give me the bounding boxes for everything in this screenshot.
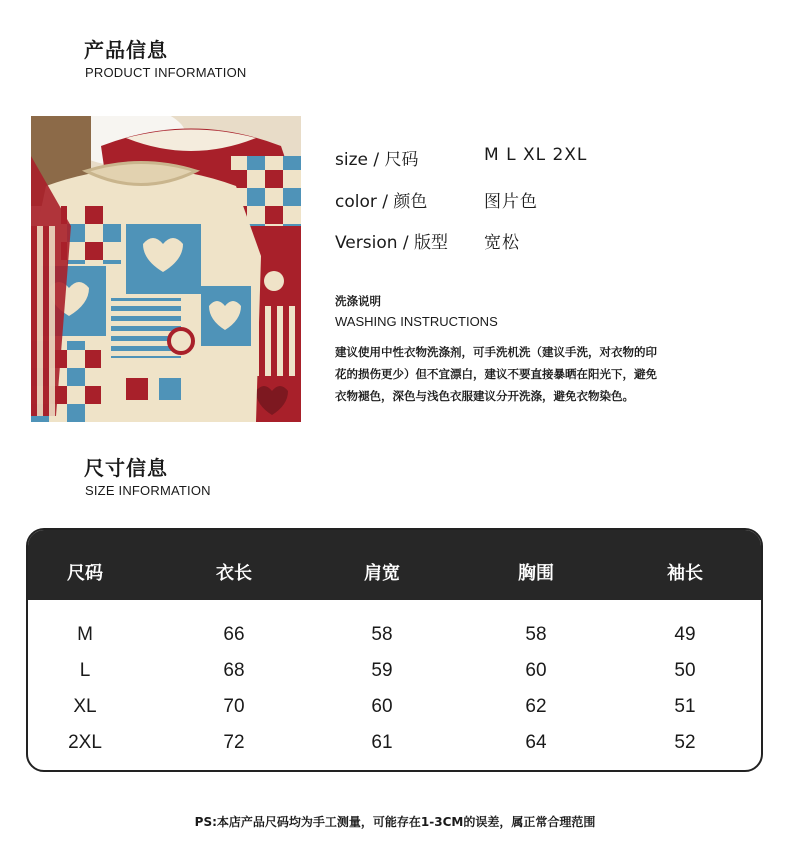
- cell-length: 68: [223, 660, 245, 681]
- size-table-header: [28, 530, 761, 600]
- header-chest: 胸围: [518, 563, 554, 584]
- washing-title-cn: 洗涤说明: [335, 294, 381, 308]
- cell-size: XL: [73, 696, 97, 717]
- sweater-illustration: [31, 116, 301, 422]
- cell-sleeve: 50: [674, 660, 696, 681]
- footnote: PS:本店产品尺码均为手工测量，可能存在1-3CM的误差，属正常合理范围: [194, 815, 596, 829]
- size-table: [26, 528, 763, 772]
- product-info-title-cn: 产品信息: [84, 38, 168, 62]
- header-sleeve: 袖长: [667, 563, 703, 584]
- product-info-title-en: PRODUCT INFORMATION: [85, 65, 247, 80]
- washing-line: 建议使用中性衣物洗涤剂，可手洗机洗（建议手洗，对衣物的印: [335, 345, 657, 359]
- size-info-title-en: SIZE INFORMATION: [85, 483, 211, 498]
- washing-line: 衣物褪色，深色与浅色衣服建议分开洗涤，避免衣物染色。: [335, 389, 634, 403]
- cell-shoulder: 58: [371, 624, 393, 645]
- cell-chest: 58: [525, 624, 547, 645]
- cell-length: 66: [223, 624, 245, 645]
- cell-length: 72: [223, 732, 245, 753]
- washing-body: [335, 341, 735, 407]
- cell-length: 70: [223, 696, 245, 717]
- washing-title-en: WASHING INSTRUCTIONS: [335, 314, 498, 329]
- header-size: 尺码: [67, 563, 103, 584]
- sweater-product-photo: [31, 116, 301, 422]
- spec-size-value: M L XL 2XL: [484, 145, 588, 165]
- spec-color-value: 图片色: [484, 192, 538, 212]
- cell-size: M: [77, 624, 93, 645]
- cell-sleeve: 49: [674, 624, 696, 645]
- header-shoulder: 肩宽: [364, 563, 400, 584]
- spec-version-label: Version / 版型: [335, 233, 449, 253]
- cell-sleeve: 51: [674, 696, 696, 717]
- cell-shoulder: 59: [371, 660, 393, 681]
- cell-chest: 60: [525, 660, 547, 681]
- cell-size: 2XL: [68, 732, 102, 753]
- cell-chest: 62: [525, 696, 547, 717]
- cell-shoulder: 60: [371, 696, 393, 717]
- size-info-title-cn: 尺寸信息: [84, 456, 168, 480]
- spec-color-label: color / 颜色: [335, 192, 428, 212]
- spec-size-label: size / 尺码: [335, 150, 419, 170]
- washing-line: 花的损伤更少）但不宜漂白，建议不要直接暴晒在阳光下，避免: [335, 367, 657, 381]
- header-length: 衣长: [216, 563, 252, 584]
- spec-version-value: 宽松: [484, 233, 520, 253]
- cell-chest: 64: [525, 732, 547, 753]
- cell-sleeve: 52: [674, 732, 696, 753]
- cell-shoulder: 61: [371, 732, 393, 753]
- cell-size: L: [79, 660, 91, 681]
